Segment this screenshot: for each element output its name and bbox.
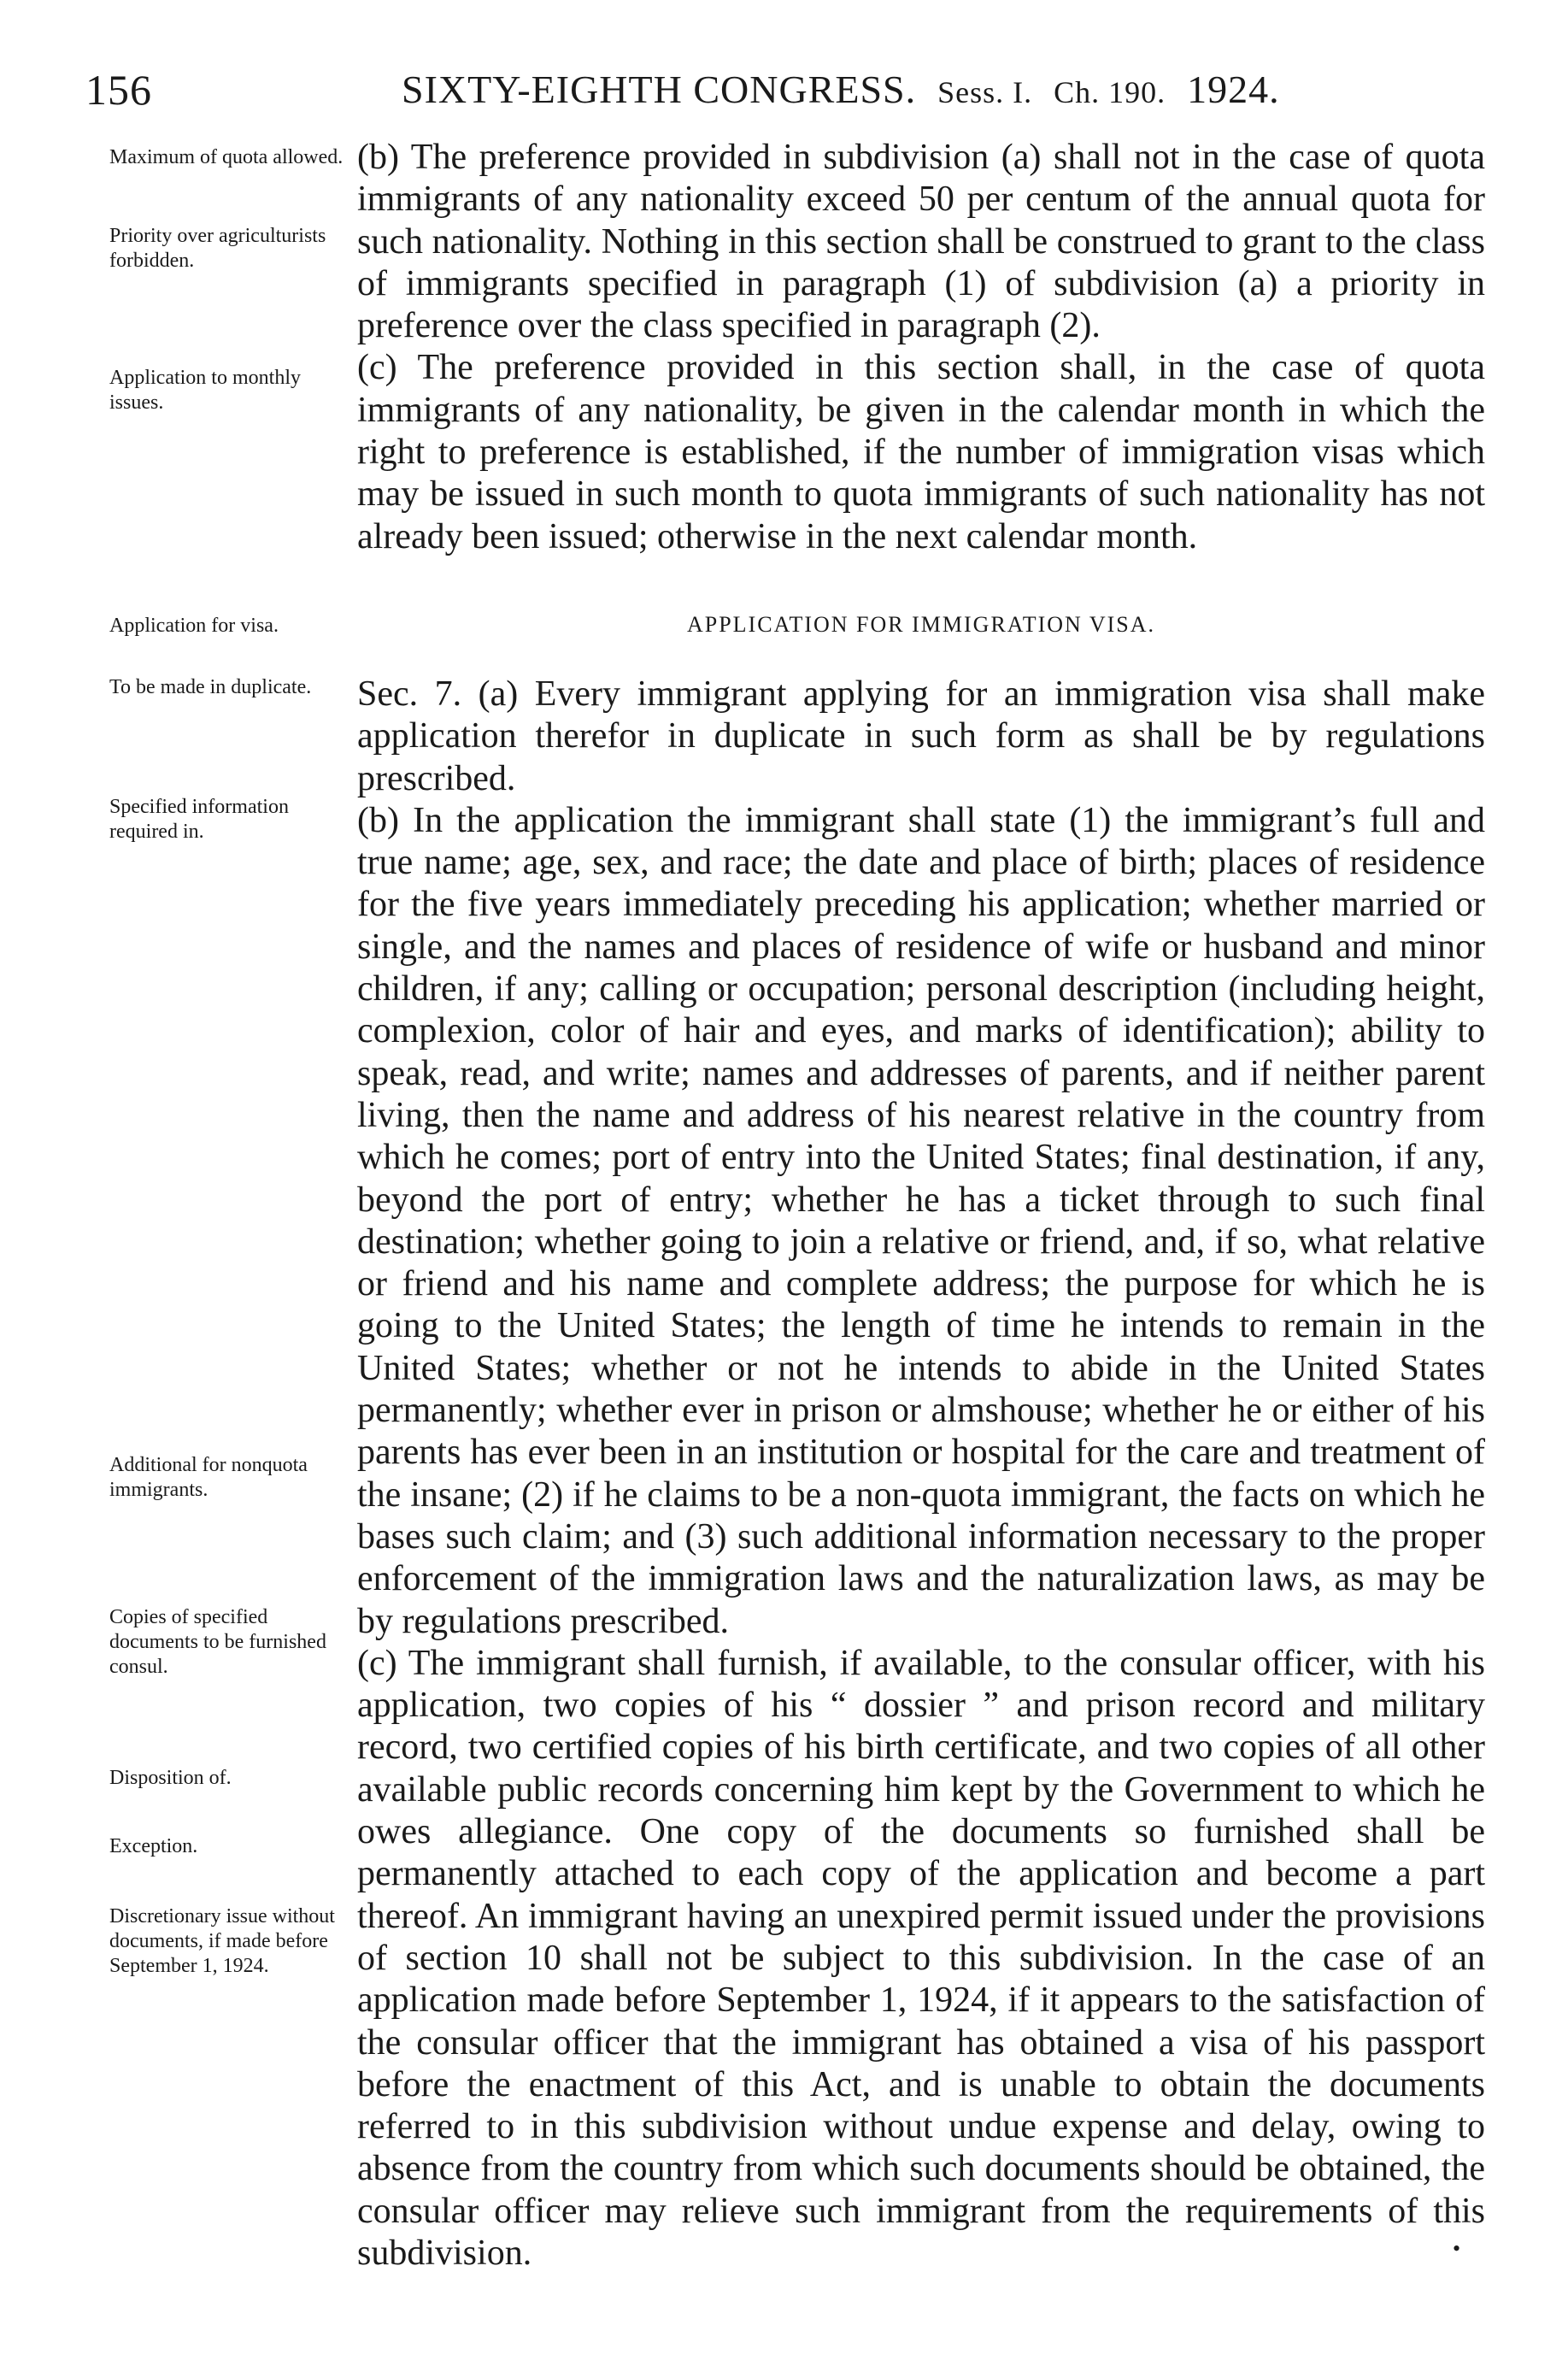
running-head bbox=[85, 60, 1418, 120]
section-heading: APPLICATION FOR IMMIGRATION VISA. bbox=[686, 612, 1155, 637]
year-label: 1924. bbox=[1187, 68, 1280, 111]
margin-note-monthly-issues: Application to monthly issues. bbox=[109, 367, 301, 414]
paragraph-c: (c) The preference provided in this section shall, in the case of quota immigrants of any nationality, be given in the calendar month in which the right to preference is established, if the number of immigration visas which may be issued in such month to quota immigrants of such nationality has not already been issued; otherwise in the next calendar month. bbox=[357, 348, 1485, 556]
session-label: Sess. I. bbox=[937, 75, 1033, 109]
margin-note-exception: Exception. bbox=[109, 1835, 198, 1857]
stray-mark: • bbox=[1453, 2236, 1461, 2261]
page-number: 156 bbox=[85, 66, 152, 114]
text-block-section-7 bbox=[357, 674, 1485, 2275]
chapter-label: Ch. 190. bbox=[1054, 75, 1166, 109]
margin-note-additional-nonquota: Additional for nonquota immigrants. bbox=[109, 1454, 308, 1501]
margin-note-discretionary-issue: Discretionary issue without documents, if made before September 1, 1924. bbox=[109, 1905, 335, 1977]
running-title bbox=[402, 60, 1280, 122]
text-block-preference bbox=[357, 137, 1485, 558]
margin-note-duplicate: To be made in duplicate. bbox=[109, 676, 312, 698]
margin-note-maximum-quota: Maximum of quota allowed. bbox=[109, 146, 344, 168]
section-7-label: Sec. 7. bbox=[357, 674, 462, 714]
margin-note-copies-documents: Copies of specified documents to be furnished consul. bbox=[109, 1606, 326, 1678]
paragraph-sec7-c: (c) The immigrant shall furnish, if available, to the consular officer, with his application, two copies of his “ dossier ” and prison record and military record, two certified copies of his birth certificate, and two copies of all other available public records concerning him kept by the Government to which he owes allegiance. One copy of the documents so furnished shall be permanently attached to each copy of the application and become a part thereof. An immigrant having an unexpired permit issued under the provisions of section 10 shall not be subject to this subdivision. In the case of an application made before September 1, 1924, if it appears to the satisfaction of the consular officer that the immigrant has obtained a visa of his passport before the enactment of this Act, and is unable to obtain the documents referred to in this subdivision without undue expense and delay, owing to absence from the country from which such documents should be obtained, the consular officer may relieve such immigrant from the requirements of this subdivision. bbox=[357, 1643, 1485, 2273]
congress-title: SIXTY-EIGHTH CONGRESS. bbox=[402, 68, 917, 111]
margin-note-priority-agriculturists: Priority over agriculturists forbidden. bbox=[109, 225, 326, 272]
margin-note-disposition: Disposition of. bbox=[109, 1767, 232, 1789]
paragraph-b: (b) The preference provided in subdivision (a) shall not in the case of quota immigrants of any nationality exceed 50 per centum of the annual quota for such nationality. Nothing in this section shall be construed to grant to the class of immigrants specified in paragraph (1) of subdivision (a) a priority in preference over the class specified in paragraph (2). bbox=[357, 138, 1485, 346]
margin-note-specified-information: Specified information required in. bbox=[109, 796, 289, 843]
paragraph-sec7-a bbox=[357, 674, 1485, 800]
section-7-a-text: (a) Every immigrant applying for an immigration visa shall make application therefor in duplicate in such form as shall be by regulations prescribed. bbox=[357, 674, 1485, 798]
margin-note-application-visa: Application for visa. bbox=[109, 615, 279, 637]
paragraph-sec7-b: (b) In the application the immigrant shall state (1) the immigrant’s full and true name; age, sex, and race; the date and place of birth; places of residence for the five years immediately preceding his application; whether married or single, and the names and places of residence of wife or husband and minor children, if any; calling or occupation; personal description (including height, complexion, color of hair and eyes, and marks of identification); ability to speak, read, and write; names and addresses of parents, and if neither parent living, then the name and address of his nearest relative in the country from which he comes; port of entry into the United States; final destination, if any, beyond the port of entry; whether he has a ticket through to such final destination; whether going to join a relative or friend, and, if so, what relative or friend and his name and complete address; the purpose for which he is going to the United States; the length of time he intends to remain in the United States; whether or not he intends to abide in the United States permanently; whether ever in prison or almshouse; whether he or either of his parents has ever been in an institution or hospital for the care and treatment of the insane; (2) if he claims to be a non-quota immigrant, the facts on which he bases such claim; and (3) such additional information necessary to the proper enforcement of the immigration laws and the naturalization laws, as may be by regulations prescribed. bbox=[357, 800, 1485, 1641]
